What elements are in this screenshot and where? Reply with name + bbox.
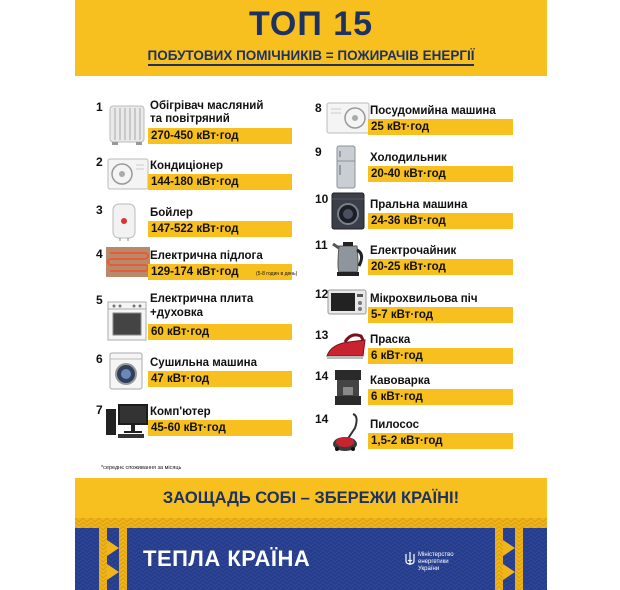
boiler-icon [110, 203, 138, 241]
item-number: 2 [96, 155, 103, 169]
dryer-icon [108, 352, 144, 390]
item-value: 25 кВт·год [368, 119, 513, 135]
item-value: 270-450 кВт·год [148, 128, 292, 144]
list-item-11 [315, 238, 545, 280]
dishwasher-icon [325, 101, 371, 135]
item-value: 129-174 кВт·год [148, 264, 292, 280]
slogan: ЗАОЩАДЬ СОБІ – ЗБЕРЕЖИ КРАЇНІ! [162, 489, 460, 507]
item-number: 14 [315, 412, 329, 426]
list-item-3 [96, 203, 316, 243]
list-item-14 [315, 369, 545, 409]
oven-icon [106, 301, 148, 341]
list-item-2 [96, 155, 316, 195]
list-item-9 [315, 145, 545, 189]
list-item-6 [96, 352, 316, 392]
list-item-5 [96, 293, 316, 343]
list-item-7 [96, 403, 316, 443]
poster [75, 0, 547, 590]
ministry-label [418, 552, 454, 573]
item-number: 6 [96, 352, 103, 366]
item-name: Обігрівач масляний [150, 100, 264, 112]
item-value: 45-60 кВт·год [148, 420, 292, 436]
list-item-13 [315, 328, 545, 366]
item-number: 4 [96, 247, 103, 261]
item-value: 47 кВт·год [148, 371, 292, 387]
kettle-icon [331, 238, 367, 278]
item-value: 6 кВт·год [368, 389, 513, 405]
vacuum-cleaner-icon [329, 412, 365, 452]
iron-icon [325, 332, 367, 362]
item-value: 20-25 кВт·год [368, 259, 513, 275]
item-number: 9 [315, 145, 322, 159]
list-item-12 [315, 287, 545, 323]
item-name: Сушильна машина [150, 357, 258, 369]
poster-title: ТОП 15 [248, 5, 374, 43]
oil-heater-icon [106, 100, 150, 146]
item-value: 20-40 кВт·год [368, 166, 513, 182]
trident-icon [405, 551, 415, 567]
item-value: 24-36 кВт·год [368, 213, 513, 229]
item-name: Кондиціонер [150, 160, 224, 172]
computer-icon [104, 403, 150, 439]
item-number: 13 [315, 328, 329, 342]
item-number: 11 [315, 238, 328, 252]
coffee-maker-icon [333, 369, 363, 407]
fridge-icon [335, 145, 357, 189]
item-number: 12 [315, 287, 329, 301]
microwave-icon [327, 289, 367, 315]
item-value: 144-180 кВт·год [148, 174, 292, 190]
item-name: Бойлер [150, 207, 193, 219]
item-name: Електрочайник [370, 245, 457, 257]
item-name: Посудомийна машина [370, 105, 496, 117]
list-item-10 [315, 192, 545, 234]
washing-machine-icon [331, 192, 365, 230]
item-number: 8 [315, 101, 322, 115]
knit-footer [75, 518, 547, 590]
header-band [75, 0, 547, 76]
list-item-8 [315, 101, 545, 141]
item-name: Кавоварка [370, 375, 430, 387]
item-number: 14 [315, 369, 329, 383]
item-note: (5-8 годин в день) [256, 271, 298, 277]
item-name: Холодильник [370, 152, 447, 164]
item-name-line2: +духовка [150, 307, 204, 319]
list-item-4 [96, 247, 336, 287]
item-value: 6 кВт·год [368, 348, 513, 364]
item-name: Комп'ютер [150, 406, 211, 418]
item-name: Пилосос [370, 419, 420, 431]
slogan-band [75, 478, 547, 523]
ministry-line-1: Міністерство [418, 552, 454, 558]
item-name: Пральна машина [370, 199, 468, 211]
brand-title: ТЕПЛА КРАЇНА [143, 546, 311, 571]
item-value: 147-522 кВт·год [148, 221, 292, 237]
item-number: 3 [96, 203, 103, 217]
item-name: Мікрохвильова піч [370, 293, 478, 305]
item-name: Електрична плита [150, 293, 254, 305]
item-name: Праска [370, 334, 411, 346]
item-name-line2: та повітряний [150, 113, 230, 125]
item-number: 10 [315, 192, 329, 206]
list-item-15 [315, 412, 545, 454]
item-value: 60 кВт·год [148, 324, 292, 340]
item-name: Електрична підлога [150, 250, 263, 262]
item-number: 1 [96, 100, 103, 114]
heated-floor-icon [106, 247, 150, 277]
air-conditioner-icon [106, 157, 150, 191]
item-value: 5-7 кВт·год [368, 307, 513, 323]
item-number: 7 [96, 403, 103, 417]
footnote: *середнє споживання за місяць [101, 465, 182, 471]
list-item-1 [96, 100, 316, 150]
ministry-line-3: України [418, 566, 440, 572]
item-value: 1,5-2 кВт·год [368, 433, 513, 449]
ministry-line-2: енергетики [418, 559, 449, 565]
item-number: 5 [96, 293, 103, 307]
poster-subtitle: ПОБУТОВИХ ПОМІЧНИКІВ = ПОЖИРАЧІВ ЕНЕРГІЇ [75, 48, 547, 63]
